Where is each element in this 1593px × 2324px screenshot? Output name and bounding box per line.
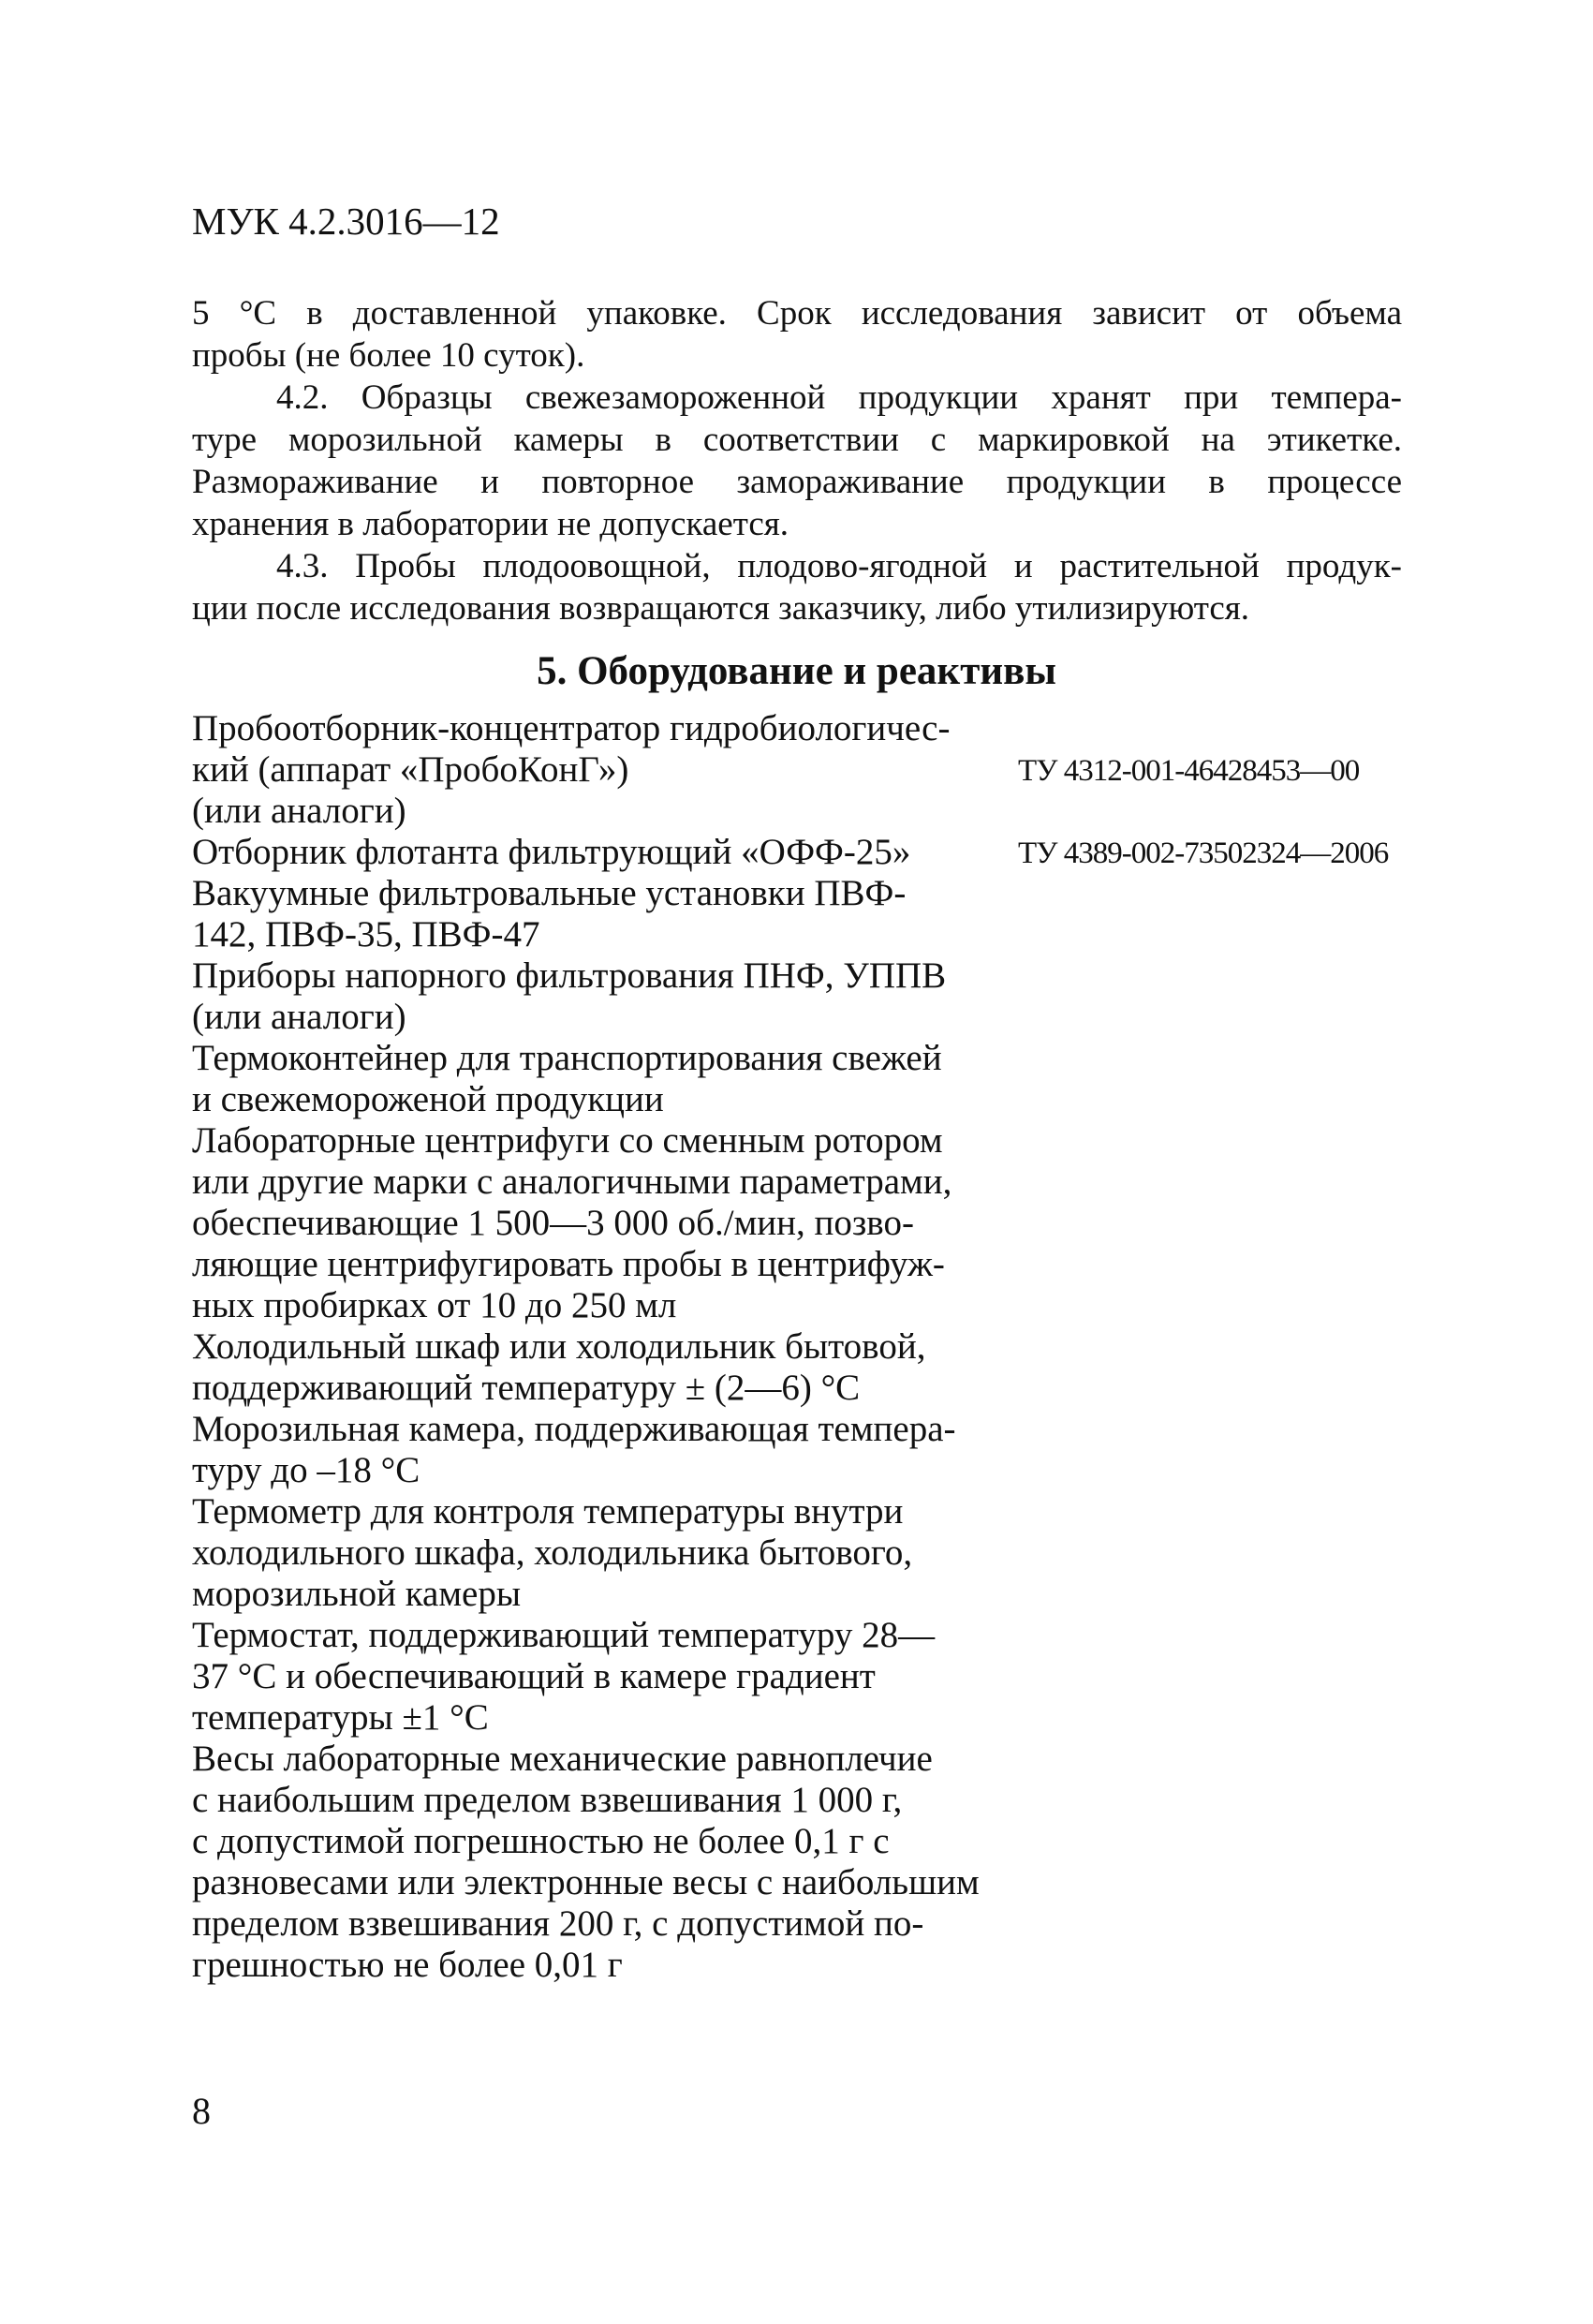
document-code: МУК 4.2.3016—12 bbox=[192, 200, 500, 243]
equipment-item bbox=[192, 1120, 997, 1326]
equipment-item bbox=[192, 1739, 997, 1986]
text-line: Размораживание и повторное замораживание продукции в процессе bbox=[192, 463, 1402, 501]
equipment-line: Пробоотборник-концентратор гидробиологичес- bbox=[192, 708, 951, 748]
equipment-line: с наибольшим пределом взвешивания 1 000 г, bbox=[192, 1780, 903, 1820]
equipment-tu: ТУ 4389-002-73502324—2006 bbox=[1018, 836, 1389, 870]
text-line: 4.3. Пробы плодоовощной, плодово-ягодной и растительной продук- bbox=[276, 547, 1402, 585]
paragraph bbox=[192, 545, 1402, 629]
equipment-line: 142, ПВФ-35, ПВФ-47 bbox=[192, 914, 540, 955]
equipment-line: грешностью не более 0,01 г bbox=[192, 1945, 623, 1985]
equipment-line: пределом взвешивания 200 г, с допустимой по- bbox=[192, 1903, 924, 1944]
equipment-line: холодильного шкафа, холодильника бытового, bbox=[192, 1532, 913, 1573]
equipment-line: Вакуумные фильтровальные установки ПВФ- bbox=[192, 873, 907, 913]
equipment-item bbox=[192, 1491, 997, 1615]
equipment-item bbox=[192, 873, 997, 955]
paragraph bbox=[192, 292, 1402, 377]
equipment-line: кий (аппарат «ПробоКонГ») bbox=[192, 749, 629, 790]
equipment-line: туру до –18 °С bbox=[192, 1450, 420, 1490]
text-line: туре морозильной камеры в соответствии с маркировкой на этикетке. bbox=[192, 421, 1402, 459]
equipment-line: Термоконтейнер для транспортирования свежей bbox=[192, 1038, 942, 1078]
text-line: ции после исследования возвращаются заказчику, либо утилизируются. bbox=[192, 589, 1250, 628]
equipment-line: Морозильная камера, поддерживающая темпера- bbox=[192, 1409, 956, 1449]
equipment-tu: ТУ 4312-001-46428453—00 bbox=[1018, 754, 1360, 788]
equipment-line: или другие марки с аналогичными параметрами, bbox=[192, 1162, 952, 1202]
equipment-line: и свежемороженой продукции bbox=[192, 1079, 664, 1119]
equipment-line: (или аналоги) bbox=[192, 791, 406, 831]
equipment-item bbox=[192, 708, 997, 832]
equipment-item bbox=[192, 832, 997, 873]
paragraph bbox=[192, 377, 1402, 545]
equipment-line: Отборник флотанта фильтрующий «ОФФ-25» bbox=[192, 832, 911, 872]
equipment-line: (или аналоги) bbox=[192, 997, 406, 1037]
equipment-line: Термометр для контроля температуры внутри bbox=[192, 1491, 904, 1532]
equipment-line: разновесами или электронные весы с наибольшим bbox=[192, 1862, 980, 1902]
equipment-line: поддерживающий температуру ± (2—6) °С bbox=[192, 1368, 861, 1408]
equipment-item bbox=[192, 1326, 997, 1409]
equipment-line: Холодильный шкаф или холодильник бытовой, bbox=[192, 1326, 926, 1367]
equipment-line: ляющие центрифугировать пробы в центрифуж- bbox=[192, 1244, 945, 1284]
text-line: пробы (не более 10 суток). bbox=[192, 336, 585, 375]
page-number: 8 bbox=[192, 2090, 211, 2132]
equipment-line: Приборы напорного фильтрования ПНФ, УППВ bbox=[192, 955, 947, 996]
equipment-line: Лабораторные центрифуги со сменным ротором bbox=[192, 1120, 943, 1161]
equipment-item bbox=[192, 1615, 997, 1739]
equipment-line: температуры ±1 °С bbox=[192, 1697, 489, 1738]
equipment-line: Термостат, поддерживающий температуру 28— bbox=[192, 1615, 936, 1655]
equipment-item bbox=[192, 1038, 997, 1120]
text-line: хранения в лаборатории не допускается. bbox=[192, 505, 789, 543]
text-line: 5 °С в доставленной упаковке. Срок исследования зависит от объема bbox=[192, 294, 1402, 333]
equipment-item bbox=[192, 955, 997, 1038]
equipment-item bbox=[192, 1409, 997, 1491]
equipment-line: обеспечивающие 1 500—3 000 об./мин, позво- bbox=[192, 1203, 914, 1243]
equipment-line: Весы лабораторные механические равноплечие bbox=[192, 1739, 933, 1779]
equipment-line: 37 °С и обеспечивающий в камере градиент bbox=[192, 1656, 876, 1696]
text-line: 4.2. Образцы свежезамороженной продукции хранят при темпера- bbox=[276, 378, 1402, 417]
equipment-line: морозильной камеры bbox=[192, 1574, 522, 1614]
equipment-line: ных пробирках от 10 до 250 мл bbox=[192, 1285, 677, 1325]
equipment-line: с допустимой погрешностью не более 0,1 г с bbox=[192, 1821, 890, 1861]
section-heading: 5. Оборудование и реактивы bbox=[537, 649, 1056, 693]
